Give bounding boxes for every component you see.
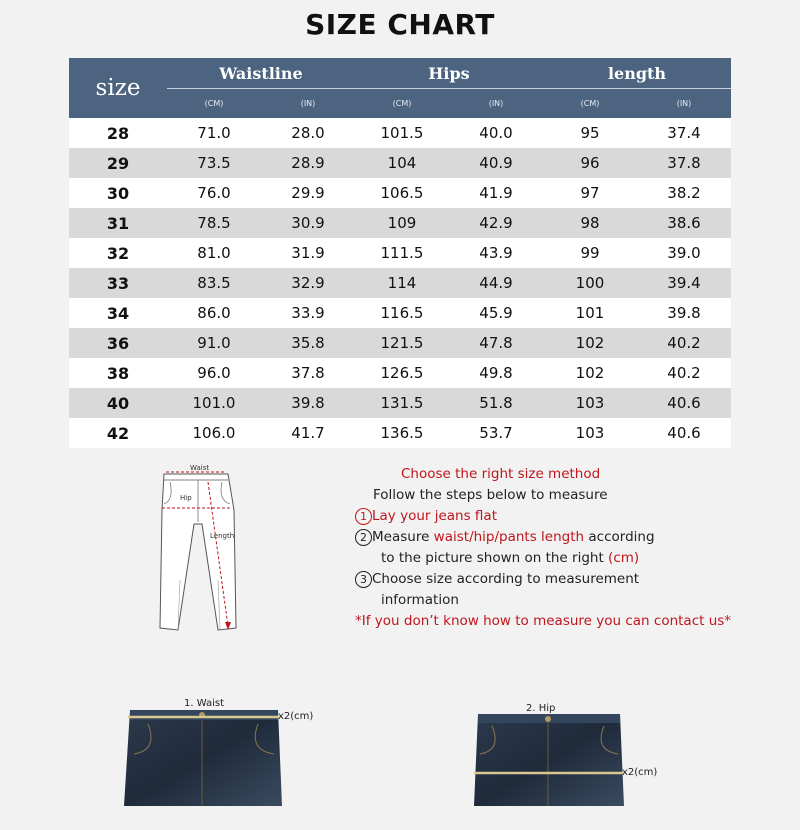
waist-photo-note: x2(cm): [278, 711, 314, 722]
measurement-cell: 29.9: [291, 184, 325, 202]
step-2-continued: [355, 548, 775, 569]
measurement-cell: 101.0: [192, 394, 236, 412]
unit-label: (CM): [580, 98, 600, 108]
size-cell: 31: [106, 213, 130, 233]
step-2-unit: (cm): [608, 550, 640, 566]
unit-label: (CM): [204, 98, 224, 108]
measurement-cell: 51.8: [479, 394, 513, 412]
table-row: [69, 358, 731, 388]
measurement-cell: 53.7: [479, 424, 513, 442]
measurement-cell: 43.9: [479, 244, 513, 262]
unit-label: (CM): [392, 98, 412, 108]
waistline-header: Waistline: [219, 63, 303, 83]
measurement-cell: 102: [575, 364, 605, 382]
measurement-cell: 40.0: [479, 124, 513, 142]
step-2-cont-text: to the picture shown on the right: [381, 550, 609, 566]
table-row: [69, 238, 731, 268]
unit-label: (IN): [676, 98, 692, 108]
measurement-cell: 28.0: [291, 124, 325, 142]
table-header: [69, 58, 731, 118]
table-row: [69, 148, 731, 178]
measurement-cell: 39.0: [667, 244, 701, 262]
hip-label: Hip: [180, 494, 192, 502]
measurement-cell: 71.0: [197, 124, 231, 142]
hips-header: Hips: [428, 63, 470, 83]
waist-label: Waist: [190, 464, 210, 472]
size-column-header: size: [95, 75, 141, 101]
measurement-cell: 116.5: [380, 304, 424, 322]
measurement-cell: 76.0: [197, 184, 231, 202]
measurement-cell: 109: [387, 214, 417, 232]
measurement-cell: 104: [387, 154, 417, 172]
measurement-instructions: [355, 464, 775, 632]
measurement-cell: 106.5: [380, 184, 424, 202]
waist-photo-title: 1. Waist: [184, 698, 225, 709]
measurement-cell: 91.0: [197, 334, 231, 352]
measurement-cell: 131.5: [380, 394, 424, 412]
measurement-cell: 28.9: [291, 154, 325, 172]
step-3-number: 3: [355, 571, 372, 588]
step-1-number: 1: [355, 508, 372, 525]
length-label: Length: [210, 532, 235, 540]
measurement-cell: 39.8: [667, 304, 701, 322]
measurement-cell: 42.9: [479, 214, 513, 232]
size-cell: 36: [106, 333, 130, 353]
hip-photo-note: x2(cm): [622, 767, 658, 778]
size-cell: 38: [106, 363, 130, 383]
measurement-cell: 121.5: [380, 334, 424, 352]
measurement-cell: 32.9: [291, 274, 325, 292]
page-title: SIZE CHART: [305, 8, 495, 41]
measurement-cell: 45.9: [479, 304, 513, 322]
hip-photo-title: 2. Hip: [526, 703, 556, 714]
size-cell: 34: [106, 303, 130, 323]
measurement-cell: 38.6: [667, 214, 701, 232]
measurement-cell: 111.5: [380, 244, 424, 262]
unit-label: (IN): [488, 98, 504, 108]
unit-label: (IN): [300, 98, 316, 108]
measurement-cell: 37.4: [667, 124, 701, 142]
step-2-number: 2: [355, 529, 372, 546]
header-divider: [167, 88, 731, 89]
measurement-cell: 96: [580, 154, 600, 172]
measurement-cell: 114: [387, 274, 417, 292]
size-cell: 40: [106, 393, 130, 413]
measurement-cell: 30.9: [291, 214, 325, 232]
table-row: [69, 268, 731, 298]
measurement-cell: 103: [575, 394, 605, 412]
measurement-cell: 37.8: [291, 364, 325, 382]
measurement-cell: 99: [580, 244, 600, 262]
measurement-cell: 95: [580, 124, 600, 142]
table-row: [69, 208, 731, 238]
measurement-cell: 40.6: [667, 394, 701, 412]
step-3-continued: information: [381, 592, 459, 608]
step-1: [355, 506, 775, 527]
step-2: [355, 527, 775, 548]
measurement-cell: 106.0: [192, 424, 236, 442]
measurement-cell: 37.8: [667, 154, 701, 172]
measurement-cell: 96.0: [197, 364, 231, 382]
measurement-cell: 86.0: [197, 304, 231, 322]
table-row: [69, 118, 731, 148]
step-2-highlight: waist/hip/pants length: [433, 529, 585, 545]
measurement-cell: 47.8: [479, 334, 513, 352]
measurement-cell: 40.9: [479, 154, 513, 172]
measurement-cell: 100: [575, 274, 605, 292]
measurement-cell: 78.5: [197, 214, 231, 232]
instructions-intro: Follow the steps below to measure: [373, 487, 608, 503]
size-cell: 32: [106, 243, 130, 263]
size-cell: 42: [106, 423, 130, 443]
measurement-cell: 98: [580, 214, 600, 232]
size-cell: 28: [106, 123, 130, 143]
table-row: [69, 178, 731, 208]
size-table: [69, 58, 731, 448]
measurement-cell: 38.2: [667, 184, 701, 202]
table-row: [69, 328, 731, 358]
measurement-cell: 126.5: [380, 364, 424, 382]
table-row: [69, 298, 731, 328]
measurement-cell: 103: [575, 424, 605, 442]
measurement-cell: 136.5: [380, 424, 424, 442]
measurement-cell: 49.8: [479, 364, 513, 382]
measurement-cell: 101.5: [380, 124, 424, 142]
length-header: length: [607, 63, 667, 83]
measurement-cell: 73.5: [197, 154, 231, 172]
measurement-cell: 33.9: [291, 304, 325, 322]
measurement-cell: 35.8: [291, 334, 325, 352]
measurement-cell: 41.9: [479, 184, 513, 202]
table-row: [69, 388, 731, 418]
waist-measurement-photo: [118, 690, 328, 810]
measurement-cell: 41.7: [291, 424, 325, 442]
step-3: [355, 569, 775, 590]
size-cell: 29: [106, 153, 130, 173]
measurement-cell: 81.0: [197, 244, 231, 262]
step-2-post: according: [584, 529, 655, 545]
hip-measurement-photo: [470, 700, 670, 810]
step-1-text: Lay your jeans flat: [372, 508, 498, 524]
size-cell: 33: [106, 273, 130, 293]
measurement-cell: 40.2: [667, 364, 701, 382]
table-row: [69, 418, 731, 448]
measurement-cell: 102: [575, 334, 605, 352]
step-3-text: Choose size according to measurement: [372, 571, 640, 587]
step-2-pre: Measure: [372, 529, 434, 545]
measurement-cell: 97: [580, 184, 600, 202]
measurement-cell: 39.8: [291, 394, 325, 412]
measurement-cell: 40.2: [667, 334, 701, 352]
contact-note: *If you don’t know how to measure you can contact us*: [355, 613, 732, 629]
measurement-cell: 44.9: [479, 274, 513, 292]
size-cell: 30: [106, 183, 130, 203]
measurement-cell: 40.6: [667, 424, 701, 442]
measurement-cell: 101: [575, 304, 605, 322]
instructions-heading: Choose the right size method: [401, 466, 601, 482]
measurement-cell: 39.4: [667, 274, 701, 292]
measurement-cell: 83.5: [197, 274, 231, 292]
table-body: [69, 118, 731, 448]
pants-measurement-diagram: [150, 460, 250, 636]
measurement-cell: 31.9: [291, 244, 325, 262]
